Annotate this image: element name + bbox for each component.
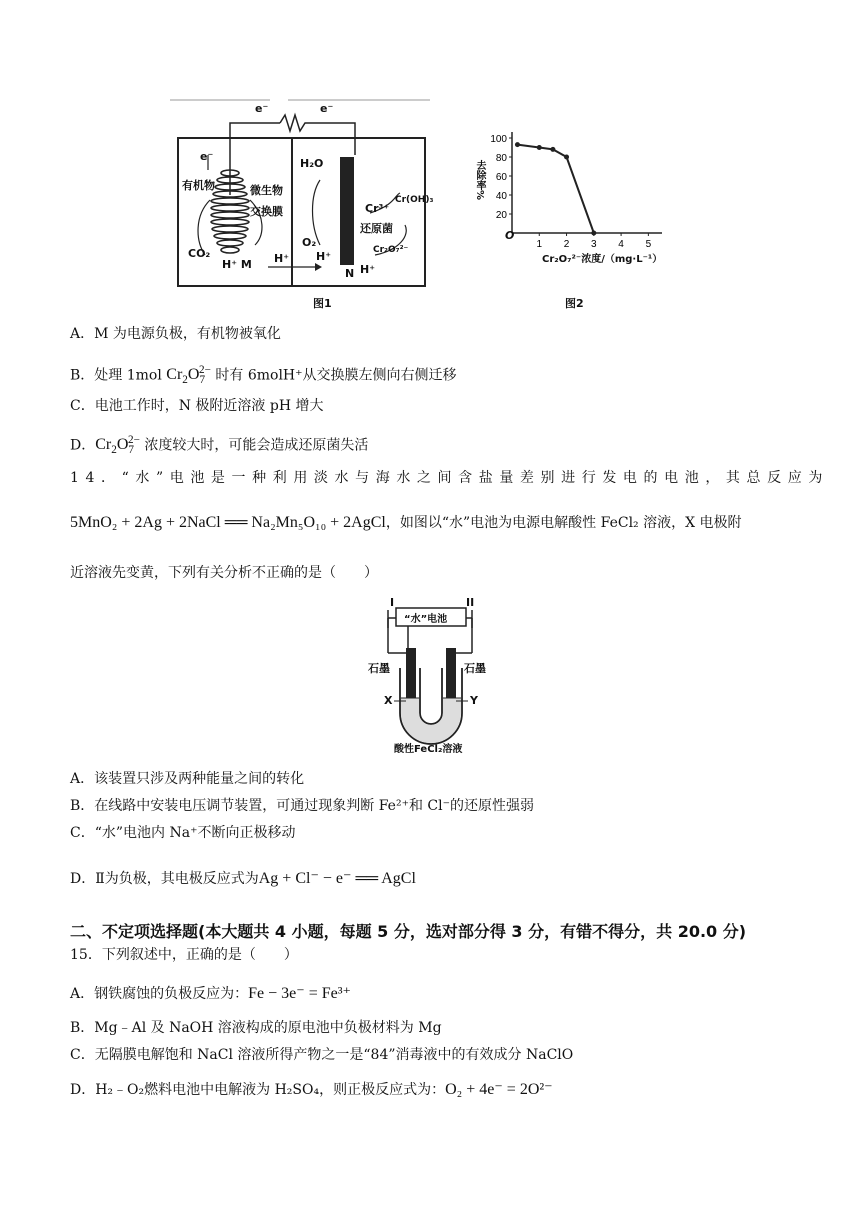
wb-label-i: I <box>390 596 395 609</box>
data-point <box>591 231 596 236</box>
q14-option-c: C．“水”电池内 Na⁺不断向正极移动 <box>70 825 296 841</box>
fig1-label-h-bottom: H⁺ <box>360 263 376 276</box>
fig1-label-h-arrow: H⁺ <box>274 252 290 265</box>
q14-stem2: ，如图以“水”电池为电源电解酸性 FeCl₂ 溶液，X 电极附 <box>385 515 742 531</box>
wb-graphite-right: 石墨 <box>464 662 486 675</box>
q13-option-d <box>70 430 368 461</box>
data-point <box>515 142 520 147</box>
q14-option-a: A．该装置只涉及两种能量之间的转化 <box>70 771 305 787</box>
x-tick-label: 3 <box>591 239 597 250</box>
figure-1 <box>170 95 434 310</box>
fig1-label-n: N <box>345 267 355 280</box>
q15-d-pre: D．H₂﹣O₂燃料电池中电解液为 H₂SO₄，则正极反应式为： <box>70 1082 446 1098</box>
q14-stem-line2 <box>70 513 742 533</box>
q13-option-c: C．电池工作时，N 极附近溶液 pH 增大 <box>70 398 324 414</box>
q14-option-d <box>70 869 416 889</box>
fig1-label-h-m: H⁺ M <box>222 258 252 271</box>
wb-x-label: X <box>384 694 393 707</box>
q15-a-pre: A．钢铁腐蚀的负极反应为： <box>70 986 249 1002</box>
q14-d-equation: Ag + Cl⁻ − e⁻ ══ AgCl <box>258 870 416 887</box>
y-tick-label: 20 <box>495 210 507 221</box>
q15-option-a <box>70 984 351 1004</box>
fig1-label-microbe: 微生物 <box>250 184 283 197</box>
q13-b-post: 时有 6molH⁺从交换膜左侧向右侧迁移 <box>210 367 457 384</box>
q15-stem: 15．下列叙述中，正确的是（ ） <box>70 947 298 963</box>
q15-option-b: B．Mg﹣Al 及 NaOH 溶液构成的原电池中负极材料为 Mg <box>70 1020 442 1036</box>
y-tick-label: 80 <box>495 153 507 164</box>
figure-2 <box>470 125 690 310</box>
x-tick-label: 2 <box>563 239 570 250</box>
fig1-label-co2: CO₂ <box>188 247 211 260</box>
wb-graphite-left: 石墨 <box>368 662 390 675</box>
y-tick-label: 60 <box>495 172 507 183</box>
q14-option-b: B．在线路中安装电压调节装置，可通过现象判断 Fe²⁺和 Cl⁻的还原性强弱 <box>70 798 535 814</box>
water-battery-figure <box>368 598 492 758</box>
q15-option-c: C．无隔膜电解饱和 NaCl 溶液所得产物之一是“84”消毒液中的有效成分 NaClO <box>70 1047 574 1063</box>
fig2-caption: 图2 <box>565 297 584 310</box>
fig1-label-reducer: 还原菌 <box>360 222 393 235</box>
q14-d-pre: D．Ⅱ为负极，其电极反应式为 <box>70 871 259 887</box>
fig1-label-h-n: H⁺ <box>316 250 332 263</box>
fig1-label-cr2o7: Cr₂O₇²⁻ <box>373 245 409 255</box>
q15-option-d <box>70 1080 553 1100</box>
q13-option-b <box>70 360 457 391</box>
series-line <box>517 145 593 233</box>
q13-b-formula: $Cr_2O_7^{2-}$ <box>166 364 211 387</box>
chart-xlabel: Cr₂O₇²⁻浓度/（mg·L⁻¹） <box>542 254 663 265</box>
q13-d-pre: D． <box>70 437 96 454</box>
fig1-caption: 图1 <box>313 297 332 310</box>
fig1-label-e-top-left: e⁻ <box>255 102 269 115</box>
data-point <box>537 145 542 150</box>
y-tick-label: 100 <box>490 134 507 145</box>
fig1-label-o2: O₂ <box>302 236 317 249</box>
q13-d-formula: $Cr_2O_7^{2-}$ <box>95 434 140 457</box>
q13-option-a: A．M 为电源负极，有机物被氧化 <box>70 326 281 342</box>
fig1-label-e-left: e⁻ <box>200 150 214 163</box>
fig1-label-organic: 有机物 <box>182 179 215 192</box>
figure-1-diagram <box>170 95 430 310</box>
fig1-label-membrane: 交换膜 <box>250 205 283 218</box>
q14-equation: 5MnO₂ + 2Ag + 2NaCl ══ Na₂Mn₅O₁₀ + 2AgCl <box>70 514 386 531</box>
q13-b-pre: B．处理 1mol <box>70 367 167 384</box>
data-point <box>564 155 569 160</box>
q14-stem-line3: 近溶液先变黄，下列有关分析不正确的是（ ） <box>70 565 378 581</box>
q14-stem-line1: 14．“水”电池是一种利用淡水与海水之间含盐量差别进行发电的电池，其总反应为 <box>70 470 829 486</box>
q15-a-equation: Fe − 3e⁻ = Fe³⁺ <box>248 985 351 1002</box>
wb-solution-label: 酸性FeCl₂溶液 <box>394 744 463 755</box>
q13-d-post: 浓度较大时，可能会造成还原菌失活 <box>139 437 369 454</box>
fig1-label-e-top-right: e⁻ <box>320 102 334 115</box>
fig1-label-cr3: Cr³⁺ <box>365 202 390 215</box>
data-point <box>550 147 555 152</box>
fig1-label-h2o: H₂O <box>300 157 324 170</box>
chart-ylabel: 去除率% <box>474 160 485 201</box>
q15-d-equation: O₂ + 4e⁻ = 2O²⁻ <box>445 1081 553 1098</box>
fig1-label-croh3: Cr(OH)₃ <box>395 195 434 205</box>
x-tick-label: 4 <box>618 239 624 250</box>
wb-battery-label: “水”电池 <box>404 614 448 625</box>
wb-label-ii: II <box>466 596 475 609</box>
x-tick-label: 5 <box>645 239 652 250</box>
chart-origin: O <box>505 229 515 242</box>
wb-y-label: Y <box>470 694 478 707</box>
y-tick-label: 40 <box>495 191 507 202</box>
x-tick-label: 1 <box>536 239 543 250</box>
section-2-title: 二、不定项选择题(本大题共 4 小题，每题 5 分，选对部分得 3 分，有错不得分，共 20.0 分) <box>70 922 747 941</box>
